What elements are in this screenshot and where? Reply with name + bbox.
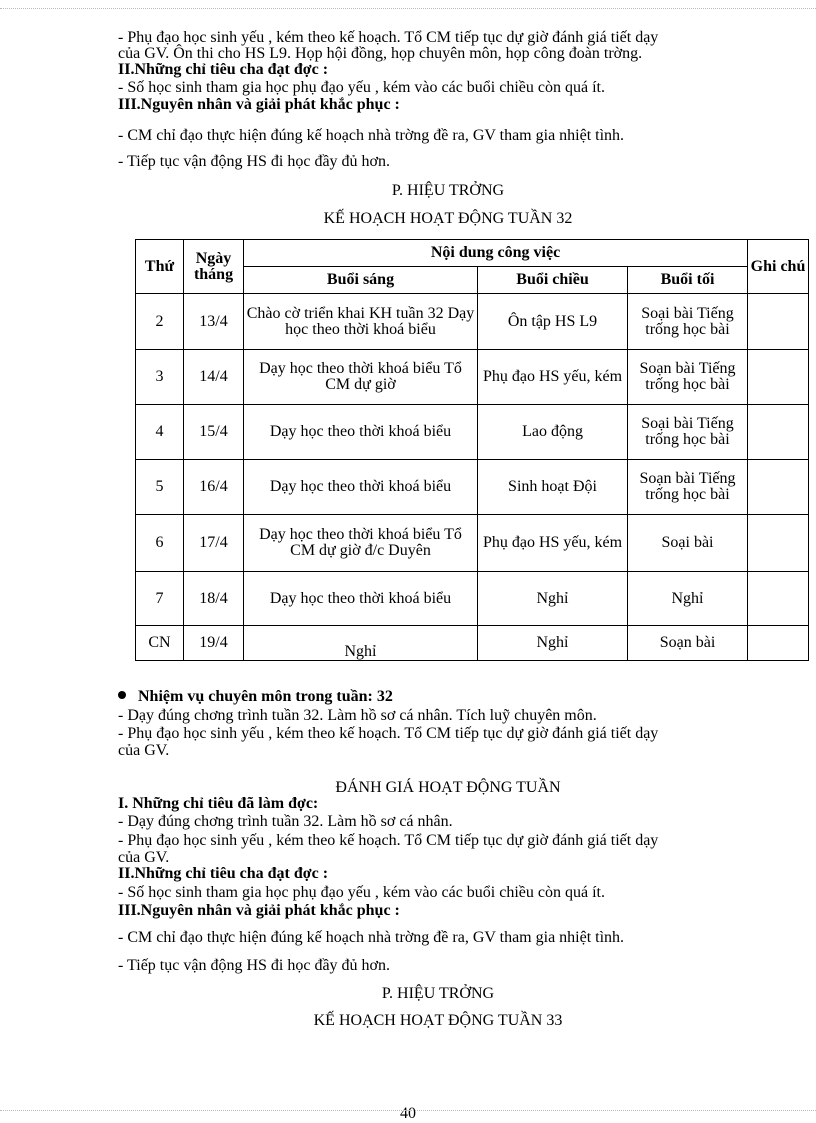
cell-ghichu: [748, 294, 809, 350]
eval-signature-title: P. HIỆU TRỞNG: [381, 985, 495, 1002]
cell-ngay: 13/4: [184, 294, 244, 350]
cell-ngay: 18/4: [184, 572, 244, 626]
page-bottom-border: [0, 1110, 816, 1112]
tasks-line-3: của GV.: [118, 742, 170, 759]
header-ngay-thang: Ngày tháng: [184, 240, 244, 294]
header-buoi-sang: Buổi sáng: [244, 267, 478, 294]
cell-toi: Soại bài: [628, 515, 748, 572]
eval-line-4: - Số học sinh tham gia học phụ đạo yếu , kém vào các buổi chiều còn quá ít.: [118, 884, 605, 901]
eval-line-5: - CM chỉ đạo thực hiện đúng kế hoạch nhà trờng đề ra, GV tham gia nhiệt tình.: [118, 929, 625, 946]
cell-chieu: Phụ đạo HS yếu, kém: [478, 515, 628, 572]
cell-toi: Soạn bài Tiếng trống học bài: [628, 350, 748, 405]
cell-sang: Dạy học theo thời khoá biểu Tổ CM dự giờ đ/c Duyên: [244, 515, 478, 572]
cell-thu: CN: [136, 626, 184, 661]
cell-ghichu: [748, 515, 809, 572]
top-line-2: của GV. Ôn thi cho HS L9. Họp hội đồng, họp chuyên môn, họp công đoàn trờng.: [118, 45, 643, 62]
cell-chieu: Ôn tập HS L9: [478, 294, 628, 350]
signature-title: P. HIỆU TRỞNG: [391, 182, 505, 199]
top-line-4: - CM chỉ đạo thực hiện đúng kế hoạch nhà trờng đề ra, GV tham gia nhiệt tình.: [118, 127, 625, 144]
cell-toi: Soạn bài: [628, 626, 748, 661]
cell-chieu: Lao động: [478, 405, 628, 460]
cell-chieu: Phụ đạo HS yếu, kém: [478, 350, 628, 405]
cell-ngay: 19/4: [184, 626, 244, 661]
cell-ngay: 15/4: [184, 405, 244, 460]
header-noi-dung: Nội dung công việc: [244, 240, 748, 267]
bullet-icon: [118, 691, 126, 699]
evaluation-title: ĐÁNH GIÁ HOẠT ĐỘNG TUẦN: [335, 779, 561, 796]
cell-sang: Chào cờ triển khai KH tuần 32 Dạy học theo thời khoá biểu: [244, 294, 478, 350]
cell-chieu: Nghỉ: [478, 626, 628, 661]
cell-ghichu: [748, 626, 809, 661]
cell-ghichu: [748, 350, 809, 405]
top-line-3: - Số học sinh tham gia học phụ đạo yếu , kém vào các buổi chiều còn quá ít.: [118, 79, 605, 96]
top-line-5: - Tiếp tục vận động HS đi học đầy đủ hơn.: [118, 153, 391, 170]
cell-sang: Dạy học theo thời khoá biểu Tổ CM dự giờ: [244, 350, 478, 405]
cell-thu: 6: [136, 515, 184, 572]
table-row: [136, 405, 809, 460]
table-header-row: [136, 240, 809, 267]
cell-sang: Nghỉ: [244, 626, 478, 661]
cell-thu: 3: [136, 350, 184, 405]
cell-thu: 2: [136, 294, 184, 350]
cell-thu: 5: [136, 460, 184, 515]
cell-ngay: 14/4: [184, 350, 244, 405]
table-row: [136, 350, 809, 405]
eval-heading-3: III.Nguyên nhân và giải phát khắc phục :: [118, 902, 400, 919]
table-row: [136, 572, 809, 626]
cell-thu: 7: [136, 572, 184, 626]
page-number: 40: [400, 1105, 416, 1122]
table-row: [136, 460, 809, 515]
eval-line-6: - Tiếp tục vận động HS đi học đầy đủ hơn.: [118, 957, 391, 974]
header-buoi-chieu: Buổi chiều: [478, 267, 628, 294]
cell-toi: Soại bài Tiếng trống học bài: [628, 294, 748, 350]
cell-ghichu: [748, 572, 809, 626]
cell-ghichu: [748, 460, 809, 515]
top-heading-2: II.Những chỉ tiêu cha đạt đợc :: [118, 61, 329, 78]
cell-toi: Nghỉ: [628, 572, 748, 626]
top-line-1: - Phụ đạo học sinh yếu , kém theo kế hoạch. Tổ CM tiếp tục dự giờ đánh giá tiết dạy: [118, 29, 659, 46]
cell-thu: 4: [136, 405, 184, 460]
top-heading-3: III.Nguyên nhân và giải phát khắc phục :: [118, 96, 400, 113]
eval-line-2: - Phụ đạo học sinh yếu , kém theo kế hoạch. Tổ CM tiếp tục dự giờ đánh giá tiết dạy: [118, 832, 659, 849]
table-row: [136, 515, 809, 572]
cell-chieu: Sinh hoạt Đội: [478, 460, 628, 515]
table-row: [136, 626, 809, 661]
tasks-line-2: - Phụ đạo học sinh yếu , kém theo kế hoạch. Tổ CM tiếp tục dự giờ đánh giá tiết dạy: [118, 725, 659, 742]
header-buoi-toi: Buổi tối: [628, 267, 748, 294]
header-ghi-chu: Ghi chú: [748, 240, 809, 294]
cell-ngay: 16/4: [184, 460, 244, 515]
cell-sang: Dạy học theo thời khoá biểu: [244, 405, 478, 460]
tasks-line-1: - Dạy đúng chơng trình tuần 32. Làm hồ sơ cá nhân. Tích luỹ chuyên môn.: [118, 707, 597, 724]
plan-title-33: KẾ HOẠCH HOẠT ĐỘNG TUẦN 33: [313, 1012, 563, 1029]
header-thu: Thứ: [136, 240, 184, 294]
cell-ghichu: [748, 405, 809, 460]
cell-toi: Soạn bài Tiếng trống học bài: [628, 460, 748, 515]
schedule-table: [135, 239, 809, 661]
tasks-heading-text: Nhiệm vụ chuyên môn trong tuần: 32: [138, 688, 393, 705]
cell-sang: Dạy học theo thời khoá biểu: [244, 572, 478, 626]
eval-heading-1: I. Những chỉ tiêu đã làm đợc:: [118, 795, 319, 812]
eval-line-3: của GV.: [118, 849, 170, 866]
page-top-border: [0, 0, 816, 9]
eval-heading-2: II.Những chỉ tiêu cha đạt đợc :: [118, 865, 329, 882]
plan-title-32: KẾ HOẠCH HOẠT ĐỘNG TUẦN 32: [323, 210, 573, 227]
cell-sang: Dạy học theo thời khoá biểu: [244, 460, 478, 515]
table-row: [136, 294, 809, 350]
cell-chieu: Nghỉ: [478, 572, 628, 626]
eval-line-1: - Dạy đúng chơng trình tuần 32. Làm hồ sơ cá nhân.: [118, 813, 453, 830]
tasks-heading: [118, 689, 393, 705]
cell-ngay: 17/4: [184, 515, 244, 572]
cell-toi: Soại bài Tiếng trống học bài: [628, 405, 748, 460]
